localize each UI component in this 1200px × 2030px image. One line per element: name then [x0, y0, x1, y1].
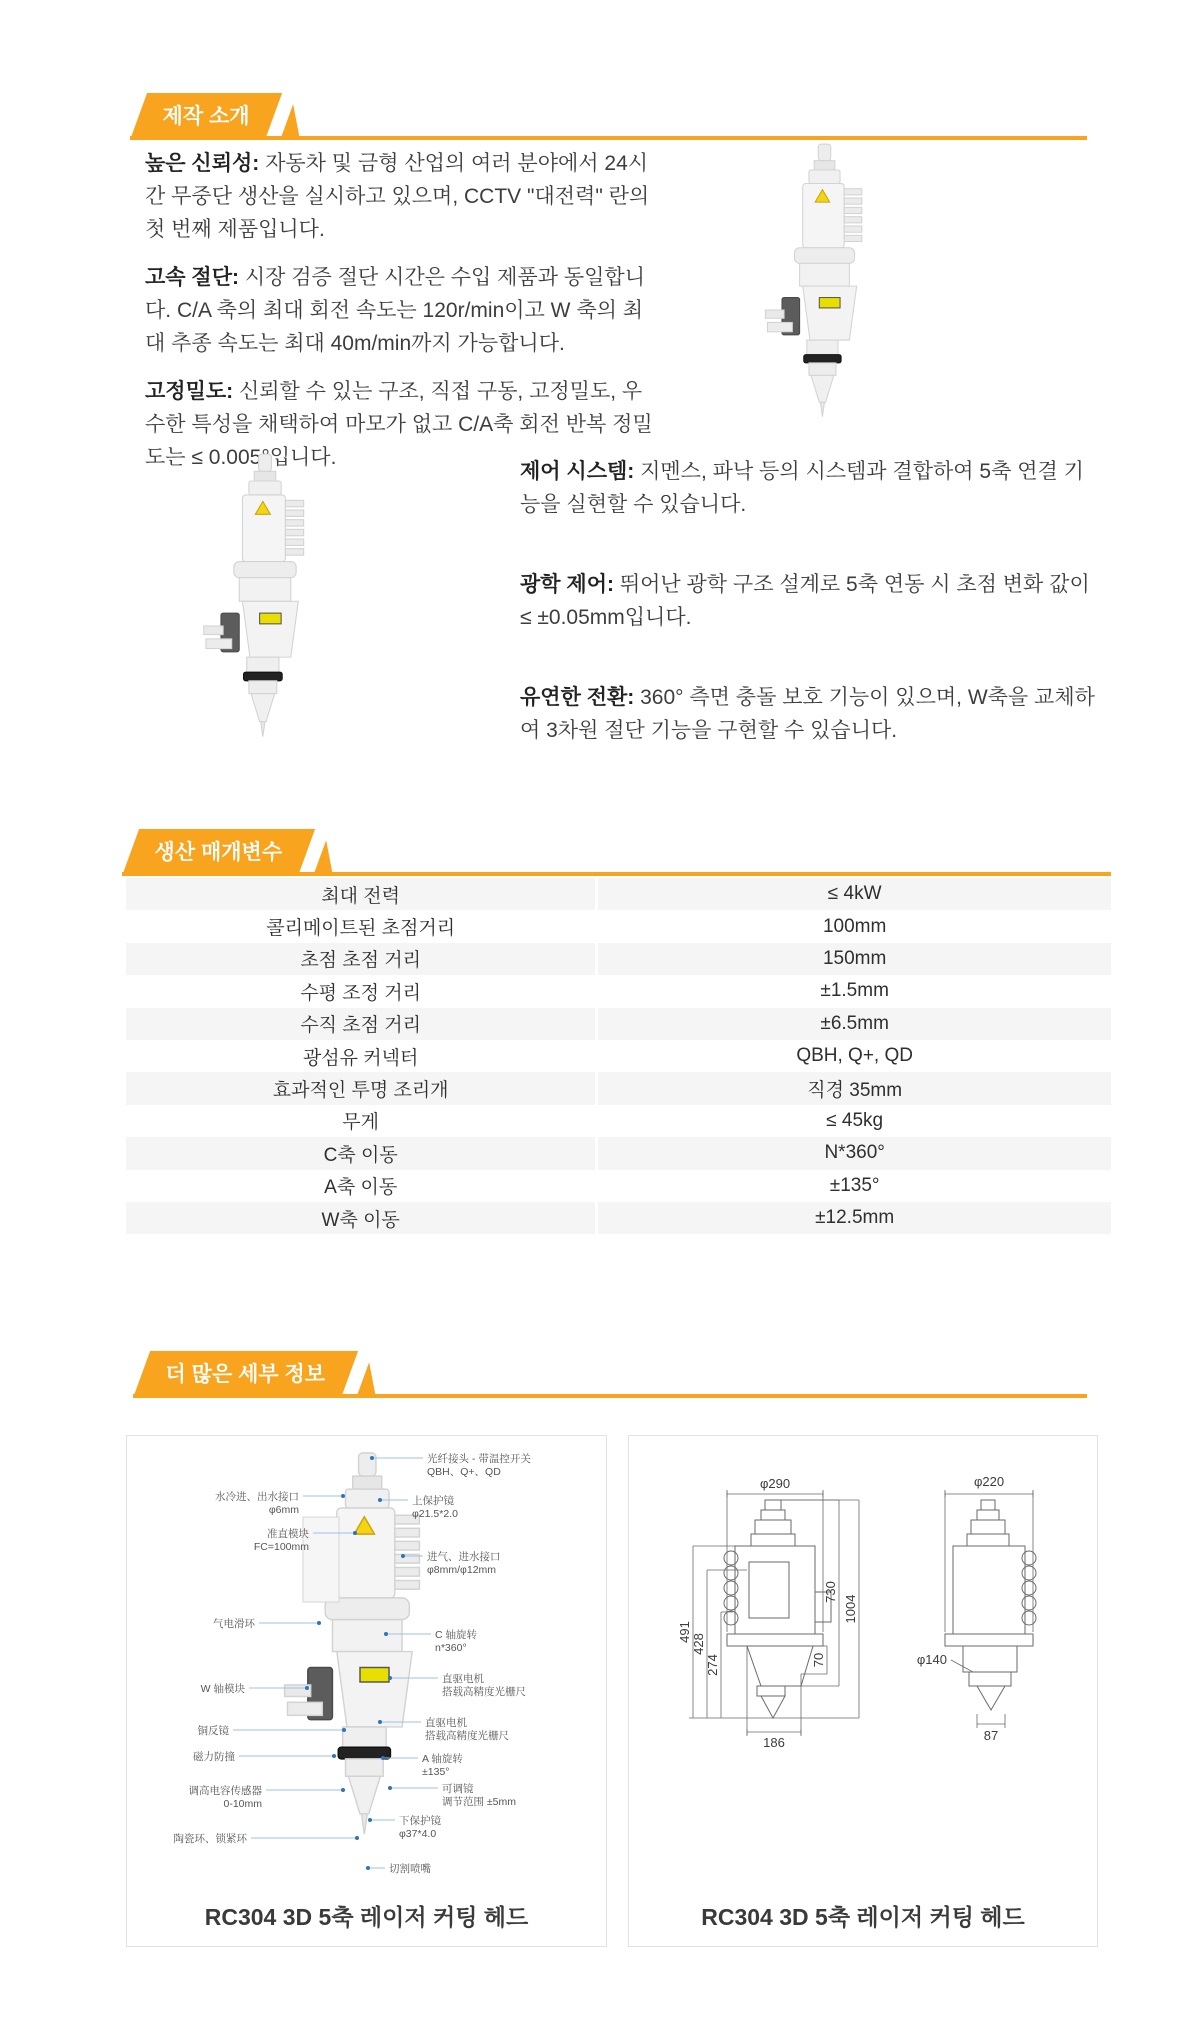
dim-70: 70: [811, 1652, 826, 1668]
diagram-label: FC=100mm: [253, 1541, 309, 1553]
diagram-caption: RC304 3D 5축 레이저 커팅 헤드: [204, 1904, 529, 1930]
paragraph: [520, 681, 1098, 747]
diagram-label: 进气、进水接口: [427, 1551, 501, 1563]
features-copy: [520, 455, 1098, 794]
ribbon-label: 생산 매개변수: [154, 841, 283, 864]
dim-274: 274: [705, 1654, 720, 1676]
diagram-label: 调高电容传感器: [188, 1785, 262, 1797]
dim-87: 87: [983, 1728, 999, 1743]
param-name-cell: 수평 조정 거리: [126, 975, 597, 1007]
dim-730: 730: [823, 1581, 838, 1603]
paragraph-text: 지멘스, 파낙 등의 시스템과 결합하여 5축 연결 기능을 실현할 수 있습니다.: [520, 460, 1084, 516]
diagram-label: 气电滑环: [213, 1618, 255, 1630]
diagram-label: φ21.5*2.0: [412, 1508, 458, 1520]
diagram-label: 铜反镜: [197, 1725, 229, 1737]
diagram-label: 0-10mm: [223, 1798, 262, 1810]
product-photo-left: [195, 452, 335, 747]
diagram-label: φ6mm: [268, 1504, 299, 1516]
dim-428: 428: [691, 1633, 706, 1655]
diagram-label: 直驱电机: [442, 1673, 484, 1685]
ribbon-label: 제작 소개: [162, 105, 250, 128]
table-row: [126, 878, 1111, 910]
diagram-label: φ8mm/φ12mm: [427, 1564, 497, 1576]
section-ribbon-details: [133, 1351, 376, 1398]
paragraph-text: 뛰어난 광학 구조 설계로 5축 연동 시 초점 변화 값이 ≤ ±0.05mm입니다.: [520, 573, 1090, 629]
diagram-label: 准直模块: [267, 1528, 309, 1540]
diagram-label: 光纤接头 - 带温控开关: [427, 1453, 531, 1465]
diagram-label: 切割喷嘴: [389, 1863, 431, 1875]
table-row: [126, 1072, 1111, 1104]
dim-phi140: φ140: [916, 1652, 947, 1667]
ribbon-shape: [133, 1351, 358, 1398]
param-value-cell: ≤ 45kg: [597, 1105, 1111, 1137]
paragraph: [145, 147, 661, 246]
diagram-label: ±135°: [422, 1766, 450, 1778]
ribbon-tail-shape: [313, 840, 346, 876]
paragraph-label: 유연한 전환:: [520, 686, 635, 709]
ribbon-tail-shape: [356, 1362, 389, 1398]
section-rule: [130, 136, 1087, 140]
dimension-drawing-panel: [628, 1435, 1098, 1947]
product-photo-top: [757, 142, 892, 427]
param-name-cell: A축 이동: [126, 1170, 597, 1202]
diagram-label: W 轴模块: [200, 1683, 245, 1695]
dim-186: 186: [763, 1735, 785, 1750]
diagram-label: φ37*4.0: [399, 1828, 437, 1840]
paragraph-label: 높은 신뢰성:: [145, 152, 260, 175]
param-name-cell: 효과적인 투명 조리개: [126, 1072, 597, 1104]
param-value-cell: ±12.5mm: [597, 1202, 1111, 1234]
ribbon-label: 더 많은 세부 정보: [165, 1363, 326, 1386]
laser-head-image: [195, 452, 335, 742]
parameters-table: [126, 878, 1111, 1234]
param-name-cell: W축 이동: [126, 1202, 597, 1234]
param-name-cell: C축 이동: [126, 1137, 597, 1169]
intro-copy: [145, 147, 661, 489]
param-value-cell: N*360°: [597, 1137, 1111, 1169]
param-name-cell: 무게: [126, 1105, 597, 1137]
param-value-cell: ≤ 4kW: [597, 878, 1111, 910]
ribbon-shape: [122, 829, 315, 876]
diagram-caption: RC304 3D 5축 레이저 커팅 헤드: [701, 1904, 1025, 1930]
section-rule: [122, 872, 1111, 876]
table-row: [126, 975, 1111, 1007]
paragraph-label: 고속 절단:: [145, 266, 239, 289]
table-row: [126, 1202, 1111, 1234]
table-row: [126, 1040, 1111, 1072]
param-value-cell: ±135°: [597, 1170, 1111, 1202]
diagram-label: C 轴旋转: [435, 1629, 477, 1641]
ribbon-tail-shape: [280, 104, 313, 140]
table-row: [126, 943, 1111, 975]
diagram-label: 搭载高精度光栅尺: [425, 1730, 509, 1742]
param-name-cell: 수직 초점 거리: [126, 1008, 597, 1040]
param-name-cell: 콜리메이트된 초점거리: [126, 910, 597, 942]
diagram-label: 磁力防撞: [193, 1751, 235, 1763]
param-value-cell: QBH, Q+, QD: [597, 1040, 1111, 1072]
diagram-label: 上保护镜: [412, 1495, 454, 1507]
paragraph-label: 광학 제어:: [520, 573, 614, 596]
param-value-cell: 150mm: [597, 943, 1111, 975]
table-row: [126, 1137, 1111, 1169]
diagram-label: 直驱电机: [425, 1717, 467, 1729]
paragraph: [520, 455, 1098, 521]
dim-phi290: φ290: [759, 1476, 791, 1491]
laser-head-image: [757, 142, 892, 422]
paragraph-text: 신뢰할 수 있는 구조, 직접 구동, 고정밀도, 우수한 특성을 채택하여 마모가 없고 C/A축 회전 반복 정밀도는 ≤ 0.005°입니다.: [145, 380, 653, 469]
paragraph-label: 제어 시스템:: [520, 460, 635, 483]
diagram-label: QBH、Q+、QD: [427, 1466, 501, 1478]
param-name-cell: 광섬유 커넥터: [126, 1040, 597, 1072]
dimension-drawings: [629, 1442, 1097, 1887]
param-name-cell: 초점 초점 거리: [126, 943, 597, 975]
paragraph: [145, 261, 661, 360]
dim-1004: 1004: [843, 1594, 858, 1624]
diagram-label: 水冷进、出水接口: [215, 1491, 299, 1503]
dim-491: 491: [677, 1621, 692, 1643]
paragraph-text: 시장 검증 절단 시간은 수입 제품과 동일합니다. C/A 축의 최대 회전 속도는 120r/min이고 W 축의 최대 추종 속도는 최대 40m/min까지 가능합니다.: [145, 266, 645, 355]
annotated-laser-head-diagram: [127, 1442, 606, 1887]
section-ribbon-parameters: [122, 829, 333, 876]
paragraph-text: 360° 측면 충돌 보호 기능이 있으며, W축을 교체하여 3차원 절단 기능을 구현할 수 있습니다.: [520, 686, 1095, 742]
diagram-label: 调节范围 ±5mm: [442, 1796, 517, 1808]
table-row: [126, 1008, 1111, 1040]
param-value-cell: 직경 35mm: [597, 1072, 1111, 1104]
diagram-label: 陶瓷环、锁紧环: [173, 1833, 247, 1845]
param-value-cell: ±1.5mm: [597, 975, 1111, 1007]
annotated-diagram-panel: [126, 1435, 607, 1947]
paragraph: [520, 568, 1098, 634]
paragraph-label: 고정밀도:: [145, 380, 234, 403]
section-ribbon-intro: [130, 93, 300, 140]
table-row: [126, 1105, 1111, 1137]
param-name-cell: 최대 전력: [126, 878, 597, 910]
dim-phi220: φ220: [973, 1474, 1005, 1489]
diagram-label: A 轴旋转: [422, 1753, 463, 1765]
param-value-cell: 100mm: [597, 910, 1111, 942]
diagram-label: 下保护镜: [399, 1815, 441, 1827]
ribbon-shape: [130, 93, 282, 140]
table-row: [126, 1170, 1111, 1202]
section-rule: [133, 1394, 1087, 1398]
paragraph-text: 자동차 및 금형 산업의 여러 분야에서 24시간 무중단 생산을 실시하고 있으며, CCTV "대전력" 란의 첫 번째 제품입니다.: [145, 152, 650, 241]
table-row: [126, 910, 1111, 942]
param-value-cell: ±6.5mm: [597, 1008, 1111, 1040]
diagram-label: n*360°: [435, 1642, 467, 1654]
diagram-label: 可调镜: [442, 1783, 474, 1795]
diagram-label: 搭载高精度光栅尺: [442, 1686, 526, 1698]
